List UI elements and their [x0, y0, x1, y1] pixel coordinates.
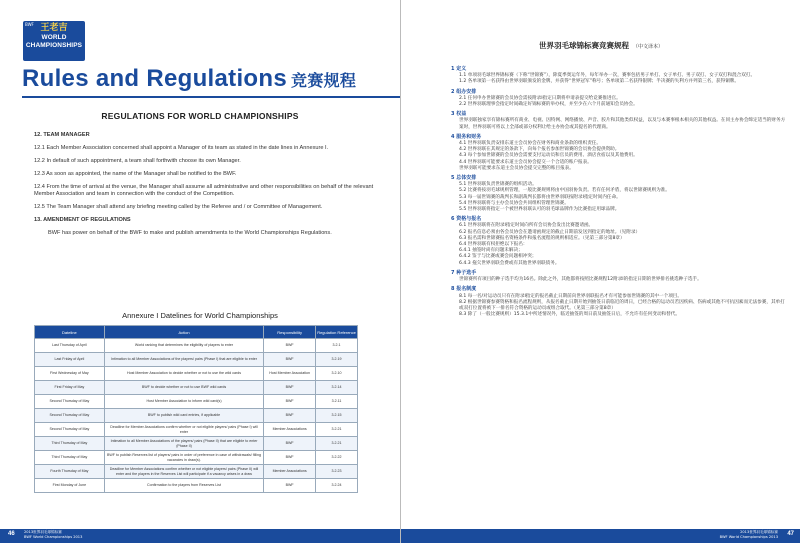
cn-title-sub: （中文译本）: [632, 44, 663, 50]
page-number-right: 47: [787, 531, 794, 537]
annexure-title: Annexure I Datelines for World Championships: [122, 311, 278, 320]
table-cell: BWF: [264, 353, 316, 367]
table-row: [35, 479, 358, 493]
table-cell: 3.2.15: [316, 409, 358, 423]
cn-paragraph: 4.4 世界羽联可能要求东道主会员协会提交一个合适的账户报表。: [459, 159, 592, 165]
table-cell: World ranking that determines the eligibility of players to enter: [104, 339, 263, 353]
left-footer-en: BWF World Championships 2013: [24, 535, 83, 539]
table-cell: First Wednesday of May: [35, 367, 105, 381]
regulation-paragraph: 12.4 From the time of arrival at the venue, the Manager shall assume all administrative and other responsibilities on behalf of the relevant Member Association and team in connection with the conduct of the Competition.: [34, 184, 374, 197]
logo-line1: WORLD: [41, 34, 67, 41]
cn-paragraph: 6.4 世界羽联有权拒绝以下报名：: [459, 242, 528, 248]
table-row: [35, 423, 358, 437]
table-cell: 3.2.1: [316, 339, 358, 353]
table-cell: Second Thursday of May: [35, 395, 105, 409]
table-cell: Deadline for Member Associations confirm whether or not eligible players/ pairs (Phase II) will enter and the players in the Reserves List will participate if a vacancy arises in a draw: [104, 465, 263, 479]
table-cell: 3.2.21: [316, 423, 358, 437]
cn-paragraph: 世界羽联独家享有锦标赛所有商业、电视、因特网、网络播放、声音、胶片和其他类似权益，以及与本赛事根本相关的其他权益。在同主办协会缔定适当的财务方案时，世界羽联可将以上全部或部分权利让给主办协会或其提名的代理商。: [459, 118, 786, 130]
cn-paragraph: 2.1 任何申办世锦赛的会员协会需按附录Ⅰ指定日期将申请表提交给竞赛推进官。: [459, 95, 621, 101]
left-footer-text: [24, 530, 82, 540]
table-cell: Last Thursday of April: [35, 339, 105, 353]
cn-paragraph: 6.3 报名需和世锦赛报名资格条件和报名流程的规则相适应。（见第三部分第8章）: [459, 235, 625, 241]
column-header: Regulation Reference: [316, 326, 358, 339]
table-cell: Host Member Association: [264, 367, 316, 381]
table-cell: 3.2.19: [316, 353, 358, 367]
table-cell: First Monday of June: [35, 479, 105, 493]
table-cell: BWF: [264, 437, 316, 451]
right-footer-en: BWF World Championships 2013: [719, 535, 778, 539]
cn-section-heading: 1 定义: [451, 66, 467, 72]
table-cell: Fourth Thursday of May: [35, 465, 105, 479]
cn-regulations-body: [451, 63, 786, 318]
table-cell: BWF to decide whether or not to use BWF wild cards: [104, 381, 263, 395]
table-cell: Host Member Association to decide whether or not to use the wild cards: [104, 367, 263, 381]
table-cell: BWF to publish wild card entries, if applicable: [104, 409, 263, 423]
datelines-table: [34, 325, 358, 493]
cn-regulations-title: [401, 40, 800, 51]
regulations-body: [34, 132, 379, 243]
column-header: Dateline: [35, 326, 105, 339]
table-cell: BWF: [264, 381, 316, 395]
cn-section-heading: 5 总体安排: [451, 175, 477, 182]
regulation-paragraph: 12.1 Each Member Association concerned shall appoint a Manager of its team as stated in the date lines in Annexure I.: [34, 145, 329, 151]
world-championships-logo: [23, 21, 85, 61]
cn-paragraph: 1.1 单项羽毛球世界锦标赛（下称“世锦赛”），除夏季奥运年外，每年举办一次，赛事包括男子单打、女子单打、男子双打、女子双打和混合双打。: [459, 73, 756, 79]
logo-bwf-text: BWF: [25, 22, 34, 27]
table-cell: Member Associations: [264, 465, 316, 479]
table-cell: Member Associations: [264, 423, 316, 437]
table-row: [35, 437, 358, 451]
table-cell: 3.2.10: [316, 367, 358, 381]
cn-paragraph: 6.4.3 拖欠世界羽联会费或有其他世界羽联债务。: [459, 260, 560, 266]
table-cell: Second Thursday of May: [35, 423, 105, 437]
cn-paragraph: 4.1 世界羽联负责安排东道主会员协会在财务和商业条款的组织责任。: [459, 141, 601, 147]
cn-paragraph: 5.5 世界羽联将指定一个被世界羽联认可的羽毛球品牌作为比赛指定用球品牌。: [459, 207, 620, 213]
left-footer-cn: 2013世界羽毛球锦标赛: [24, 530, 62, 534]
cn-paragraph: 5.3 每一届世锦赛的裁判长和副裁判长都将由世界羽联按附录Ⅰ指定时间内任命。: [459, 194, 621, 200]
right-footer-cn: 2013世界羽毛球锦标赛: [740, 530, 778, 534]
regulation-paragraph: 12.2 In default of such appointment, a team shall forthwith choose its own Manager.: [34, 158, 241, 164]
cn-paragraph: 6.2 报名信息必须由各会员协会在邀请函规定的截止日期前发送到指定的地址。（见附录）: [459, 229, 641, 235]
cn-paragraph: 8.1 每一名/对运动员只有在附录Ⅰ指定的报名截止日期前向世界羽联报名才有可能参加世锦赛的其中一个项目。: [459, 293, 682, 299]
cn-paragraph: 5.1 世界羽联负责世锦赛的组织活动。: [459, 182, 537, 188]
cn-section-heading: 6 资格与报名: [451, 216, 482, 223]
page-title-cn: 竞赛规程: [291, 71, 357, 90]
right-page: [400, 0, 800, 543]
cn-paragraph: 5.2 比赛将按羽毛球规则管理，一般比赛规则将由中国羽协负责。若有任何矛盾，将以世锦赛规则为准。: [459, 188, 670, 194]
table-cell: BWF to publish Reserves list of players/ pairs in order of preference in case of withdrawals/ filling vacancies in draw(s).: [104, 451, 263, 465]
table-cell: Third Thursday of May: [35, 437, 105, 451]
table-row: [35, 353, 358, 367]
table-cell: 3.2.14: [316, 381, 358, 395]
cn-paragraph: 4.2 世界羽联在其规定的条款下，向每个报名参加世锦赛的会员协会提供资助。: [459, 147, 620, 153]
regulation-paragraph: 12.3 As soon as appointed, the name of the Manager shall be notified to the BWF.: [34, 171, 237, 177]
table-cell: Host Member Association to inform wild card(s): [104, 395, 263, 409]
cn-paragraph: 5.4 世界羽联将与主办会员协会共同组织管理世锦赛。: [459, 200, 569, 206]
table-row: [35, 339, 358, 353]
table-row: [35, 409, 358, 423]
cn-paragraph: 8.3 除了（一般比赛规则）15.3.1中所述情况外，临近抽签的周日前及抽签日后，不允许有任何变动和替代。: [459, 312, 680, 318]
page-title-en: Rules and Regulations: [22, 65, 288, 92]
table-cell: 3.2.21: [316, 437, 358, 451]
table-cell: First Friday of May: [35, 381, 105, 395]
cn-title-main: 世界羽毛球锦标赛竞赛规程: [538, 41, 629, 50]
right-footer-text: [720, 530, 778, 540]
cn-paragraph: 世锦赛所有项目的种子选手均为16名。除此之外，其他都将按照比赛规程12附录Ⅰ的指定日期的世界排名挑选种子选手。: [459, 277, 702, 283]
cn-section-heading: 8 报名制度: [451, 286, 477, 293]
regulations-heading: REGULATIONS FOR WORLD CHAMPIONSHIPS: [101, 111, 299, 121]
cn-paragraph: 世界羽联可能要求东道主会员协会提交完整的账目报表。: [459, 165, 574, 171]
table-cell: BWF: [264, 451, 316, 465]
right-footer: [400, 529, 800, 543]
table-cell: Confirmation to the players from Reserves List: [104, 479, 263, 493]
cn-paragraph: 6.1 世界羽联将在附录Ⅰ指定时间向所有会员协会发出比赛邀请函。: [459, 223, 594, 229]
cn-paragraph: 4.3 每个参加世锦赛的会员协会需要支付运动员和官员的费用、酒店食宿以及其他费用。: [459, 153, 638, 159]
table-cell: Last Friday of April: [35, 353, 105, 367]
table-cell: Second Thursday of May: [35, 409, 105, 423]
table-cell: BWF: [264, 339, 316, 353]
page-title: [22, 65, 356, 93]
cn-paragraph: 6.4.1 抽签时尚有问题未解决；: [459, 248, 523, 254]
cn-section-heading: 2 组办安排: [451, 88, 477, 95]
cn-section-heading: 7 种子选手: [451, 269, 477, 276]
table-cell: Deadline for Member Associations confirm whether or not eligible players/ pairs (Phase I) will enter: [104, 423, 263, 437]
table-row: [35, 451, 358, 465]
logo-line2: CHAMPIONSHIPS: [25, 42, 83, 49]
table-row: [35, 395, 358, 409]
title-divider: [22, 96, 400, 98]
cn-section-heading: 3 权益: [451, 111, 467, 118]
section-heading: 13. AMENDMENT OF REGULATIONS: [34, 217, 131, 223]
left-footer: [0, 529, 400, 543]
table-header-row: [35, 326, 358, 339]
table-cell: Intimation to all Member Associations of the players/ pairs (Phase I) that are eligible to enter: [104, 353, 263, 367]
section-heading: 12. TEAM MANAGER: [34, 132, 90, 138]
table-cell: 3.2.11: [316, 395, 358, 409]
logo-sponsor-text: 王老吉: [40, 23, 68, 33]
table-cell: 3.2.22: [316, 451, 358, 465]
table-cell: 3.2.23: [316, 465, 358, 479]
table-cell: BWF: [264, 395, 316, 409]
table-cell: Third Thursday of May: [35, 451, 105, 465]
table-cell: BWF: [264, 479, 316, 493]
regulation-paragraph: 12.5 The Team Manager shall attend any briefing meeting called by the Referee and / or Committee of Management.: [34, 204, 323, 210]
table-cell: Intimation to all Member Associations of the players/ pairs (Phase II) that are eligible to enter (Phase II): [104, 437, 263, 451]
column-header: Responsibility: [264, 326, 316, 339]
table-row: [35, 465, 358, 479]
cn-section-heading: 4 服务和财务: [451, 133, 482, 140]
cn-paragraph: 2.2 世界羽联理事会指定时间确定好锦标赛的举办权，并至少在六个月前通知会员协会。: [459, 102, 638, 108]
regulation-paragraph: BWF has power on behalf of the BWF to make and publish amendments to the World Championships Regulations.: [48, 230, 332, 236]
table-row: [35, 381, 358, 395]
table-row: [35, 367, 358, 381]
cn-paragraph: 6.4.2 鉴于与比赛或赛会问题相冲突；: [459, 254, 537, 260]
table-cell: BWF: [264, 409, 316, 423]
cn-paragraph: 8.2 根据世锦赛参赛资格和报名流程规则，从报名截止日期开始到抽签日前临近的周日，已经合格的运动员若因疾病、伤病或其他不可抗因素而无法参赛，其单打或双打位置将被下一排名符合资格的运动员或组合取代。（见第三部分第8章）: [459, 299, 785, 311]
column-header: Action: [104, 326, 263, 339]
table-cell: 3.2.24: [316, 479, 358, 493]
cn-paragraph: 1.2 各单项第一名获得由世界羽联颁发的金牌，并获得“世界冠军”称号；各单项第二名获得银牌；半决赛的失利方并列第三名，获得铜牌。: [459, 79, 739, 85]
page-number-left: 46: [8, 531, 15, 537]
